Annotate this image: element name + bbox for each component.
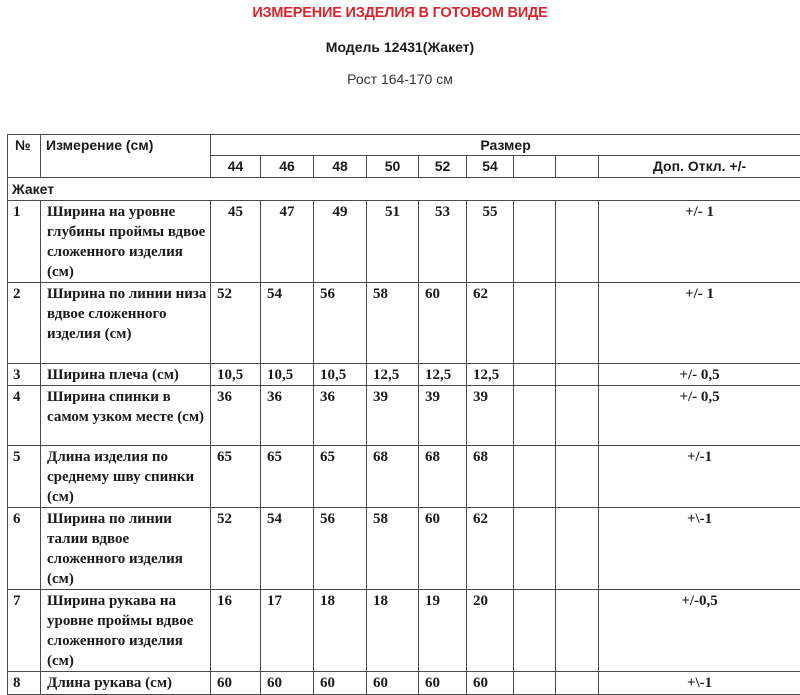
empty-value-cell [514,590,556,672]
empty-value-cell [514,283,556,364]
empty-value-cell [556,364,599,386]
size-value: 39 [367,386,419,446]
table-row [8,672,800,695]
size-value: 45 [211,201,261,283]
tolerance-value: +/- 0,5 [599,364,800,386]
empty-value-cell [556,283,599,364]
size-value: 18 [314,590,367,672]
table-row [8,386,800,446]
size-value: 12,5 [419,364,467,386]
tolerance-value: +\-1 [599,672,800,695]
measurement-table [7,134,800,695]
size-value: 60 [419,508,467,590]
size-value: 16 [211,590,261,672]
size-value: 56 [314,283,367,364]
row-number: 8 [8,672,41,695]
size-value: 12,5 [367,364,419,386]
size-value: 10,5 [211,364,261,386]
size-value: 60 [314,672,367,695]
size-header-empty [514,156,556,178]
size-value: 62 [467,283,514,364]
empty-value-cell [556,446,599,508]
size-value: 68 [467,446,514,508]
section-row [8,178,800,201]
table-row [8,283,800,364]
size-value: 60 [467,672,514,695]
empty-value-cell [514,672,556,695]
size-value: 56 [314,508,367,590]
size-value: 18 [367,590,419,672]
empty-value-cell [514,446,556,508]
size-value: 65 [314,446,367,508]
row-number: 6 [8,508,41,590]
size-value: 53 [419,201,467,283]
height-range: Рост 164-170 см [0,71,800,87]
size-value: 58 [367,283,419,364]
size-header: 54 [467,156,514,178]
size-header: 50 [367,156,419,178]
measure-name: Ширина плеча (см) [41,364,211,386]
size-value: 52 [211,508,261,590]
size-value: 51 [367,201,419,283]
column-header-number: № [8,135,41,178]
size-value: 65 [261,446,314,508]
size-value: 47 [261,201,314,283]
size-value: 10,5 [261,364,314,386]
size-value: 36 [261,386,314,446]
tolerance-value: +/- 1 [599,201,800,283]
size-header: 46 [261,156,314,178]
tolerance-value: +/-1 [599,446,800,508]
empty-value-cell [514,201,556,283]
measure-name: Ширина рукава на уровне проймы вдвое сложенного изделия (см) [41,590,211,672]
size-value: 49 [314,201,367,283]
size-value: 60 [211,672,261,695]
size-value: 68 [367,446,419,508]
size-value: 55 [467,201,514,283]
column-header-size: Размер [211,135,800,156]
size-value: 60 [419,672,467,695]
size-value: 60 [419,283,467,364]
size-value: 12,5 [467,364,514,386]
size-value: 19 [419,590,467,672]
size-value: 10,5 [314,364,367,386]
row-number: 4 [8,386,41,446]
size-value: 54 [261,283,314,364]
section-label: Жакет [8,178,800,201]
size-value: 36 [314,386,367,446]
column-header-measure: Измерение (см) [41,135,211,178]
measure-name: Длина изделия по среднему шву спинки (см) [41,446,211,508]
table-row [8,446,800,508]
row-number: 5 [8,446,41,508]
empty-value-cell [556,201,599,283]
empty-value-cell [514,508,556,590]
size-value: 52 [211,283,261,364]
size-value: 60 [261,672,314,695]
size-value: 20 [467,590,514,672]
size-header: 48 [314,156,367,178]
column-header-tolerance: Доп. Откл. +/- [599,156,800,178]
size-value: 54 [261,508,314,590]
size-value: 68 [419,446,467,508]
size-value: 36 [211,386,261,446]
measure-name: Ширина спинки в самом узком месте (см) [41,386,211,446]
size-header: 52 [419,156,467,178]
size-value: 58 [367,508,419,590]
empty-value-cell [556,508,599,590]
tolerance-value: +\-1 [599,508,800,590]
tolerance-value: +/-0,5 [599,590,800,672]
table-row [8,590,800,672]
header-row [8,135,800,156]
size-value: 65 [211,446,261,508]
measure-name: Ширина по линии низа вдвое сложенного изделия (см) [41,283,211,364]
size-header-empty [556,156,599,178]
measure-name: Ширина на уровне глубины проймы вдвое сложенного изделия (см) [41,201,211,283]
tolerance-value: +/- 1 [599,283,800,364]
document-title: ИЗМЕРЕНИЕ ИЗДЕЛИЯ В ГОТОВОМ ВИДЕ [0,5,800,21]
size-value: 39 [467,386,514,446]
size-header: 44 [211,156,261,178]
table-row [8,364,800,386]
empty-value-cell [556,672,599,695]
size-value: 60 [367,672,419,695]
empty-value-cell [556,590,599,672]
row-number: 3 [8,364,41,386]
empty-value-cell [556,386,599,446]
measure-name: Ширина по линии талии вдвое сложенного изделия (см) [41,508,211,590]
size-value: 62 [467,508,514,590]
table-row [8,201,800,283]
size-value: 39 [419,386,467,446]
model-name: Модель 12431(Жакет) [0,39,800,55]
measure-name: Длина рукава (см) [41,672,211,695]
size-value: 17 [261,590,314,672]
row-number: 2 [8,283,41,364]
table-row [8,508,800,590]
empty-value-cell [514,364,556,386]
row-number: 1 [8,201,41,283]
row-number: 7 [8,590,41,672]
empty-value-cell [514,386,556,446]
tolerance-value: +/- 0,5 [599,386,800,446]
